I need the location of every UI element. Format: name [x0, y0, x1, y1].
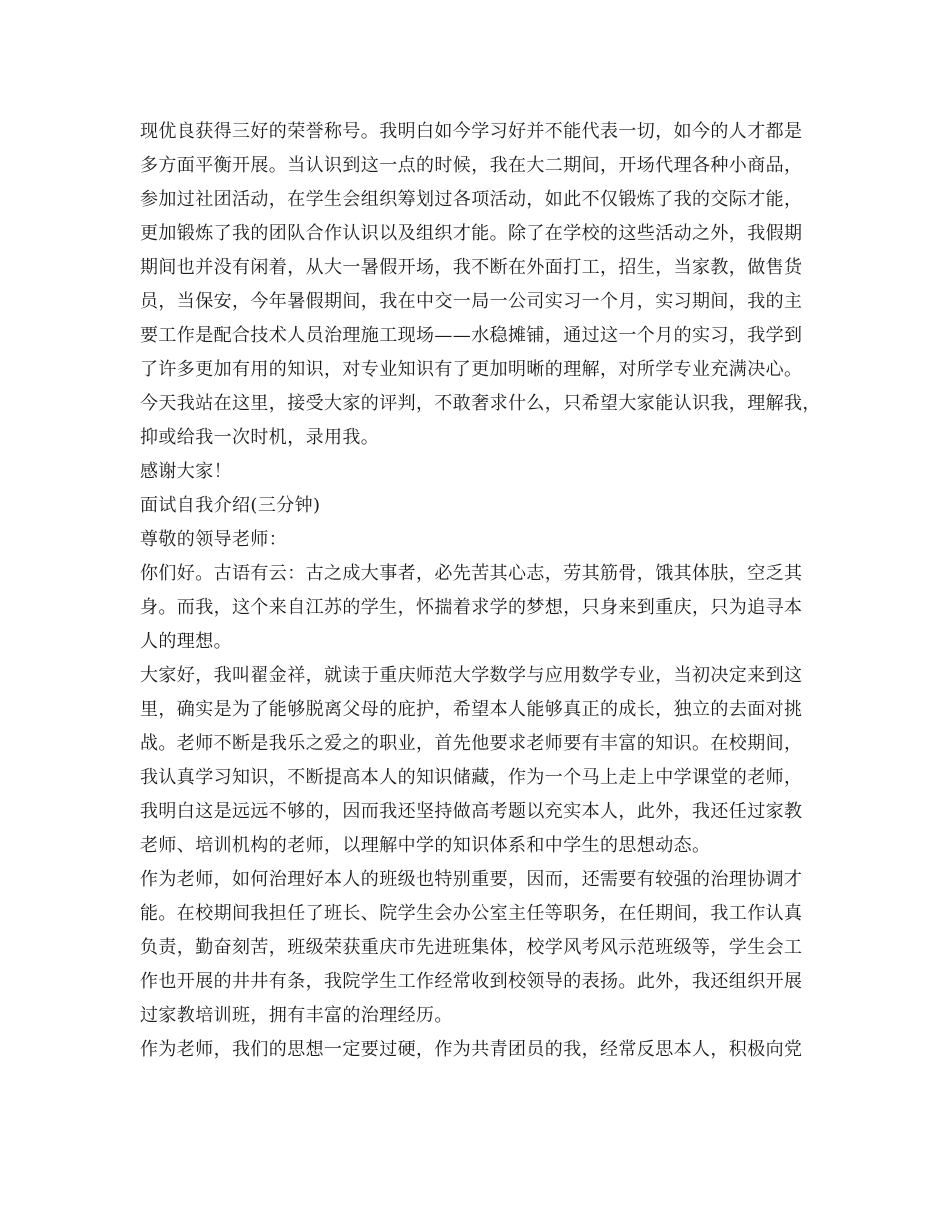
text-line: 员，当保安，今年暑假期间，我在中交一局一公司实习一个月，实习期间，我的主	[140, 291, 803, 312]
text-line: 过家教培训班，拥有丰富的治理经历。	[140, 1005, 453, 1026]
text-line: 今天我站在这里，接受大家的评判，不敢奢求什么，只希望大家能认识我，理解我，	[140, 393, 821, 414]
text-line: 现优良获得三好的荣誉称号。我明白如今学习好并不能代表一切，如今的人才都是	[140, 121, 803, 142]
text-line: 作为老师，我们的思想一定要过硬，作为共青团员的我，经常反思本人，积极向党	[140, 1039, 803, 1060]
salutation: 尊敬的领导老师：	[140, 529, 288, 550]
text-line: 人的理想。	[140, 631, 232, 652]
section-heading: 面试自我介绍(三分钟)	[140, 495, 321, 516]
text-line: 你们好。古语有云：古之成大事者，必先苦其心志，劳其筋骨，饿其体肤，空乏其	[140, 563, 803, 584]
document-body	[140, 115, 825, 1067]
text-line: 战。老师不断是我乐之爱之的职业，首先他要求老师要有丰富的知识。在校期间，	[140, 733, 803, 754]
text-line: 更加锻炼了我的团队合作认识以及组织才能。除了在学校的这些活动之外，我假期	[140, 223, 803, 244]
text-line: 要工作是配合技术人员治理施工现场——水稳摊铺，通过这一个月的实习，我学到	[140, 325, 803, 346]
text-line: 老师、培训机构的老师，以理解中学的知识体系和中学生的思想动态。	[140, 835, 711, 856]
text-line: 负责，勤奋刻苦，班级荣获重庆市先进班集体，校学风考风示范班级等，学生会工	[140, 937, 803, 958]
text-line: 参加过社团活动，在学生会组织筹划过各项活动，如此不仅锻炼了我的交际才能，	[140, 189, 803, 210]
text-line: 我认真学习知识，不断提高本人的知识储藏，作为一个马上走上中学课堂的老师，	[140, 767, 803, 788]
text-line: 作也开展的井井有条，我院学生工作经常收到校领导的表扬。此外，我还组织开展	[140, 971, 803, 992]
text-line: 了许多更加有用的知识，对专业知识有了更加明晰的理解，对所学专业充满决心。	[140, 359, 803, 380]
text-line: 多方面平衡开展。当认识到这一点的时候，我在大二期间，开场代理各种小商品，	[140, 155, 803, 176]
text-line: 抑或给我一次时机，录用我。	[140, 427, 380, 448]
text-line: 身。而我，这个来自江苏的学生，怀揣着求学的梦想，只身来到重庆，只为追寻本	[140, 597, 803, 618]
text-line: 能。在校期间我担任了班长、院学生会办公室主任等职务，在任期间，我工作认真	[140, 903, 803, 924]
text-line: 期间也并没有闲着，从大一暑假开场，我不断在外面打工，招生，当家教，做售货	[140, 257, 803, 278]
text-line: 我明白这是远远不够的，因而我还坚持做高考题以充实本人，此外，我还任过家教	[140, 801, 803, 822]
text-line: 大家好，我叫翟金祥，就读于重庆师范大学数学与应用数学专业，当初决定来到这	[140, 665, 803, 686]
text-line: 作为老师，如何治理好本人的班级也特别重要，因而，还需要有较强的治理协调才	[140, 869, 803, 890]
text-line: 感谢大家！	[140, 461, 232, 482]
text-line: 里，确实是为了能够脱离父母的庇护，希望本人能够真正的成长，独立的去面对挑	[140, 699, 803, 720]
